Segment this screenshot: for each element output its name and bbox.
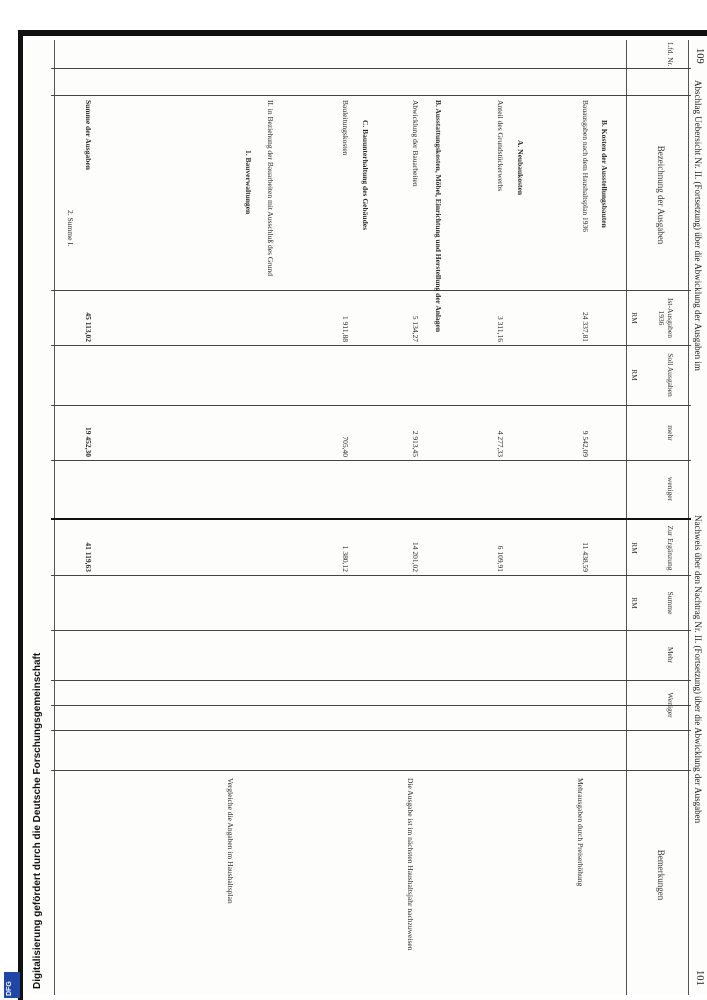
col-sep [51,705,691,706]
col-sep [51,770,691,771]
funding-note: Digitalisierung gefördert durch die Deutsche Forschungsgemeinschaft [32,652,43,989]
document-page [25,40,707,995]
dfg-logo [4,972,20,998]
col-head-weniger: weniger [666,476,675,502]
row-value: 4 277,33 [496,430,505,457]
section-title: C. Bauunterhaltung des Gebäudes [361,120,370,231]
col-head-bemerkungen: Bemerkungen [656,849,666,901]
row-value: 3 311,16 [496,316,505,342]
col-sep [51,575,691,576]
col-sep [51,405,691,406]
header-right: Nachweis über den Nachtrag Nr. II. (Fortsetzung) über die Abwicklung der Ausgaben [693,515,703,824]
page-fold [51,518,691,520]
row-label: Abwicklung der Bauarbeiten [411,100,420,187]
row-value: 14 201,02 [411,542,420,572]
header-left: Abschlag Uebersicht Nr. II. (Fortsetzung) über die Abwicklung der Ausgaben im [693,80,703,371]
col-head-summe: Summe [666,591,675,615]
col-head-mehr-2: Mehr [666,646,675,664]
section-title: 1. Bauverwaltungen [244,150,253,215]
section-title: 2. Summe I. [66,210,75,247]
col-head-ist: Ist-Ausgaben 1936 [657,298,675,338]
col-sep [51,680,691,681]
col-head-mehr: mehr [666,425,675,441]
col-sep [51,460,691,461]
row-label: Summe der Ausgaben [84,100,93,170]
section-title: B. Kosten der Ausstellungsbauten [600,120,609,228]
row-value: 1 380,12 [341,545,350,572]
row-value: 705,40 [341,436,350,457]
row-value: 9 542,09 [581,430,590,457]
row-value: 41 119,63 [84,542,93,572]
rotated-table [45,40,705,995]
row-value: 5 134,27 [411,315,420,342]
section-title: A. Neubaukosten [516,140,525,196]
col-sep [51,630,691,631]
scan-border-top [18,30,707,36]
remark: Die Ausgabe ist im nächsten Haushaltsjahr nachzuweisen [406,778,415,951]
footer [18,170,43,1000]
row-value: 19 452,30 [84,427,93,457]
row-label: Bauausgaben nach dem Haushaltsplan 1936 [581,100,590,233]
dfg-logo-label: DFG [6,981,13,996]
col-head-nr: Lfd. Nr. [666,42,675,67]
col-sep [51,290,691,291]
col-sep [51,345,691,346]
col-head-soll: Soll Ausgaben [666,353,675,397]
page-number-right: 101 [694,970,705,986]
section-title: B. Ausstattungskosten, Möbel, Einrichtung und Herstellung der Anlagen [434,100,443,332]
unit-rm: RM [630,542,639,554]
row-value: 2 913,45 [411,430,420,457]
page-number-left: 109 [694,48,705,64]
remark: Vergleiche die Angaben im Haushaltsplan [226,778,235,904]
unit-rm: RM [630,312,639,324]
remark: Mehrausgaben durch Preiserhöhung [576,778,585,887]
row-value: 1 911,88 [341,316,350,342]
col-sep [51,68,691,69]
row-value: 6 109,91 [496,545,505,572]
unit-rm: RM [630,369,639,381]
unit-rm: RM [630,597,639,609]
row-label: Anteil des Grundstückerwerbs [496,100,505,192]
row-value: 24 337,81 [581,312,590,342]
col-head-ergaenzung: Zur Ergänzung [666,525,675,571]
row-label: Bauleitungskosten [341,100,350,156]
col-sep [51,730,691,731]
col-head-bezeichnung: Bezeichnung der Ausgaben [656,145,666,245]
col-head-weniger-2: Weniger [666,692,675,718]
col-sep [51,95,691,96]
row-value: 11 438,59 [581,542,590,572]
section-title: II. in Beziehung der Bauarbeiten mit Ausschluß des Grund [266,100,275,277]
row-value: 45 113,02 [84,312,93,342]
